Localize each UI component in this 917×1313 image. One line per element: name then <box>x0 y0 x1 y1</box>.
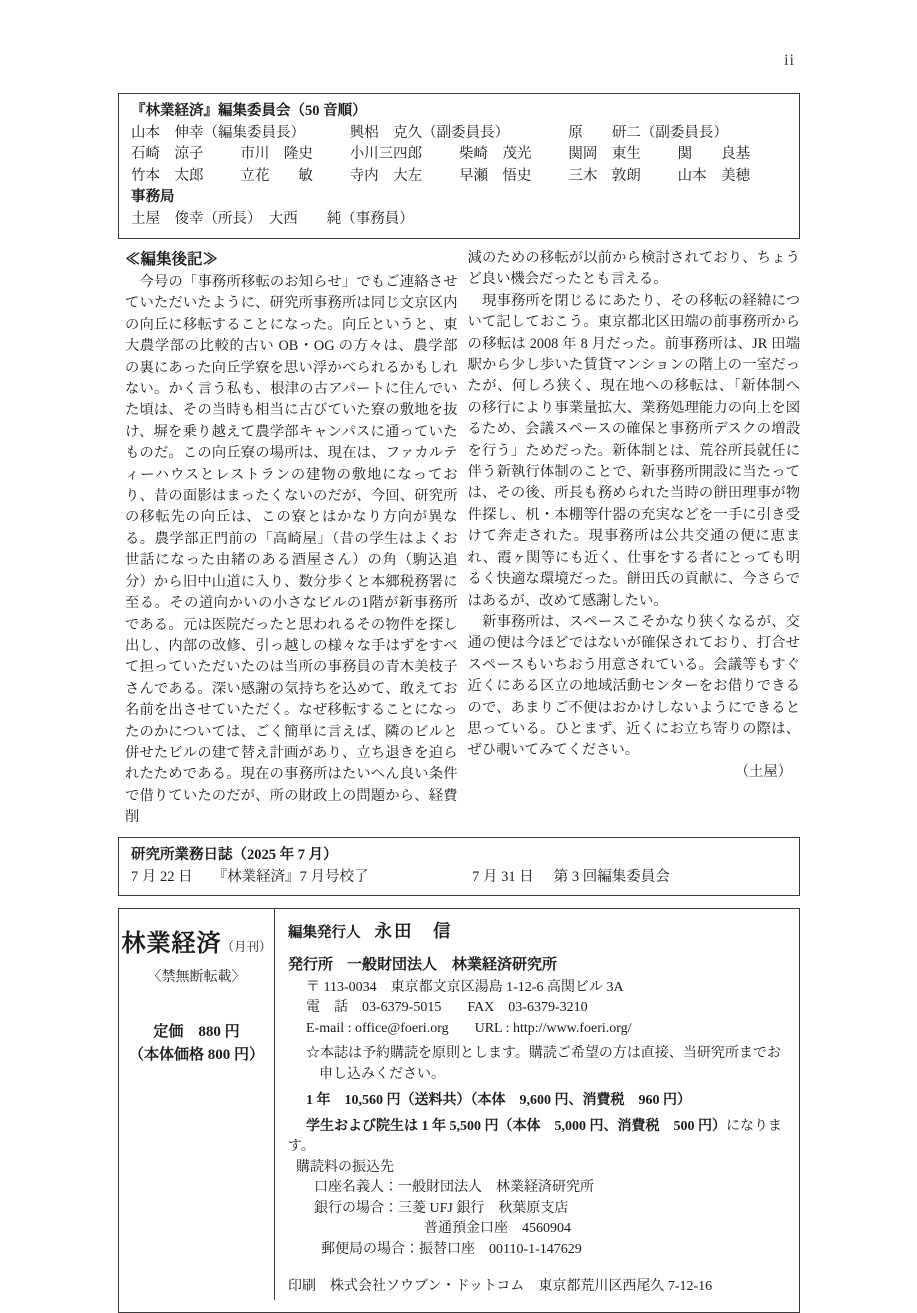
page-number: ii <box>784 52 795 69</box>
postscript-paragraph: 今号の「事務所移転のお知らせ」でもご連絡させていただいたように、研究所事務所は同じ文京区内の向丘に移転することになった。向丘というと、東大農学部の比較的古い OB・OG の方々は、農学部の裏にあった向丘学寮を思い浮かべられるかもしれない。かく言う私も、根津の古アパートに住んでいた頃は、その当時も相当に古びていた寮の敷地を抜け、塀を乗り越えて農学部キャンパスに通っていたものだ。この向丘寮の場所は、現在は、ファカルティーハウスとレストランの建物の敷地になっており、昔の面影はまったくないのだが、今回、研究所の移転先の向丘は、この寮とはかなり方向が異なる。農学部正門前の「高崎屋」（昔の学生はよくお世話になった由緒のある酒屋さん）の角（駒込追分）から旧中山道に入り、数分歩くと本郷税務署に至る。その道向かいの小さなビルの1階が新事務所である。元は医院だったと思われるその物件を探し出し、内部の改修、引っ越しの様々な手はずをすべて担っていただいたのは当所の事務員の青木美枝子さんである。深い感謝の気持ちを込めて、敢えてお名前を出させていただく。なぜ移転することになったのかについては、ごく簡単に言えば、隣のビルと併せたビルの建て替え計画があり、立ち退きを迫られたためである。現在の事務所はたいへん良い条件で借りていたのだが、所の財政上の問題から、経費削 <box>125 274 458 826</box>
printer-info: 印刷 株式会社ソウブン・ドットコム 東京都荒川区西尾久 7-12-16 <box>288 1279 713 1295</box>
committee-officers-row <box>131 123 787 145</box>
log-entry-date: 7 月 22 日 <box>131 868 193 885</box>
activity-log-entry <box>131 866 472 888</box>
committee-officer: 原 研二（副委員長） <box>568 124 728 141</box>
committee-member: 立花 敏 <box>240 167 313 184</box>
journal-title-text: 林業経済 <box>121 930 222 957</box>
colophon-left-panel <box>119 909 274 1312</box>
phone-number: 電 話 03-6379-5015 <box>306 1000 442 1016</box>
email-address: E-mail : office@foeri.org <box>306 1020 449 1036</box>
committee-member: 関 良基 <box>677 146 751 162</box>
committee-title: 『林業経済』編集委員会（50 音順） <box>131 103 367 119</box>
publisher-label: 発行所 <box>288 957 334 974</box>
bank-account-number: 普通預金口座 4560904 <box>424 1221 571 1237</box>
colophon-right-panel <box>274 909 799 1312</box>
journal-price: 定価 880 円 <box>153 1023 240 1040</box>
colophon-box <box>118 908 800 1313</box>
activity-log-title: 研究所業務日誌（2025 年 7 月） <box>131 846 338 863</box>
postscript-right-column <box>468 248 801 829</box>
editor-label: 編集発行人 <box>288 924 361 941</box>
postscript-left-column <box>125 248 458 829</box>
student-price-main: 学生および院生は 1 年 5,500 円（本体 5,000 円、消費税 500 円） <box>306 1118 726 1134</box>
committee-member: 早瀬 悟史 <box>459 167 532 184</box>
fax-number: FAX 03-6379-3210 <box>467 1000 588 1016</box>
committee-officer: 興梠 克久（副委員長） <box>349 124 510 141</box>
committee-member: 柴崎 茂光 <box>459 146 532 162</box>
account-holder: 口座名義人：一般財団法人 林業経済研究所 <box>314 1180 594 1196</box>
annual-price: 1 年 10,560 円（送料共）（本体 9,600 円、消費税 960 円） <box>306 1093 691 1109</box>
colophon-divider <box>274 909 275 1300</box>
committee-member: 市川 隆史 <box>240 146 313 162</box>
no-reproduction-notice: 〈禁無断転載〉 <box>147 969 246 985</box>
publisher-name: 一般財団法人 林業経済研究所 <box>347 957 558 974</box>
editor-line <box>288 921 785 945</box>
post-office-account: 郵便局の場合：振替口座 00110-1-147629 <box>321 1241 582 1257</box>
committee-member: 竹本 太郎 <box>131 167 204 184</box>
publisher-line <box>288 955 785 976</box>
journal-title <box>119 923 274 958</box>
bank-info: 銀行の場合：三菱 UFJ 銀行 秋葉原支店 <box>314 1200 569 1216</box>
committee-member: 石崎 涼子 <box>131 146 204 162</box>
postscript-title: ≪編集後記≫ <box>125 251 219 268</box>
website-url: URL : http://www.foeri.org/ <box>474 1020 632 1036</box>
postscript-paragraph: 減のための移転が以前から検討されており、ちょうど良い機会だったとも言える。 <box>467 250 800 288</box>
editorial-postscript <box>118 248 800 829</box>
journal-price-base: （本体価格 800 円） <box>128 1046 264 1063</box>
transfer-heading: 購読料の振込先 <box>296 1159 394 1175</box>
publisher-address: 〒 113-0034 東京都文京区湯島 1-12-6 高関ビル 3A <box>306 979 624 995</box>
page-content <box>118 0 800 1313</box>
email-url-line <box>288 1019 785 1040</box>
postscript-paragraph: 新事務所は、スペースこそかなり狭くなるが、交通の便は今ほどではないが確保されており、打合せスペースもいちおう用意されている。会議等もすぐ近くにある区立の地域活動センターをお借りできるので、あまりご不便はおかけしないようにできると思っている。ひとまず、近くにお立ち寄りの際は、ぜひ覗いてみてください。 <box>467 613 800 759</box>
journal-frequency: （月刊） <box>221 939 272 954</box>
committee-member: 山本 美穂 <box>677 167 751 184</box>
secretariat-label: 事務局 <box>131 189 175 205</box>
activity-log-box <box>118 837 800 896</box>
activity-log-entries <box>131 866 787 888</box>
postscript-paragraph: 現事務所を閉じるにあたり、その移転の経緯について記しておこう。東京都北区田端の前事務所からの移転は 2008 年 8 月だった。前事務所は、JR 田端駅から少し歩いた賃貸マンションの階上の一室だったが、何しろ狭く、現在地への移転は、「新体制への移行により事業量拡大、業務処理能力の向上を図るため、会議スペースの確保と事務所デスクの増設を行う」ためだった。新体制とは、荒谷所長就任に伴う新執行体制のことで、新事務所開設に当たっては、その後、所長も務められた当時の餅田理事が物件探し、机・本棚等什器の充実などを一手に引き受けて奔走された。現事務所は公共交通の便に恵まれ、霞ヶ関等にも近く、仕事をする者にとっても明るく快適な環境だった。餅田氏の貢献に、今さらではあるが、改めて感謝したい。 <box>467 292 800 609</box>
committee-members-row <box>131 166 787 188</box>
secretariat-members: 土屋 俊幸（所長） 大西 純（事務員） <box>131 210 414 227</box>
phone-fax-line <box>288 998 785 1019</box>
postscript-signature: （土屋） <box>734 763 792 780</box>
log-entry-date: 7 月 31 日 <box>472 868 534 885</box>
editorial-committee-box <box>118 93 800 239</box>
committee-members-row <box>131 144 787 166</box>
log-entry-event: 第 3 回編集委員会 <box>553 868 670 885</box>
editor-name: 永田 信 <box>374 920 453 941</box>
subscription-note: ☆本誌は予約購読を原則とします。購読ご希望の方は直接、当研究所までお申し込みください。 <box>306 1046 781 1082</box>
committee-member: 三木 敦朗 <box>568 167 641 184</box>
log-entry-event: 『林業経済』7 月号校了 <box>212 868 369 885</box>
committee-member: 寺内 大左 <box>349 167 423 184</box>
committee-member: 関岡 東生 <box>568 146 641 162</box>
committee-member: 小川三四郎 <box>349 146 423 162</box>
committee-officer: 山本 伸幸（編集委員長） <box>131 124 305 141</box>
student-price-rest: になります。 <box>288 1118 782 1155</box>
activity-log-entry <box>472 866 670 888</box>
student-price <box>288 1117 785 1158</box>
